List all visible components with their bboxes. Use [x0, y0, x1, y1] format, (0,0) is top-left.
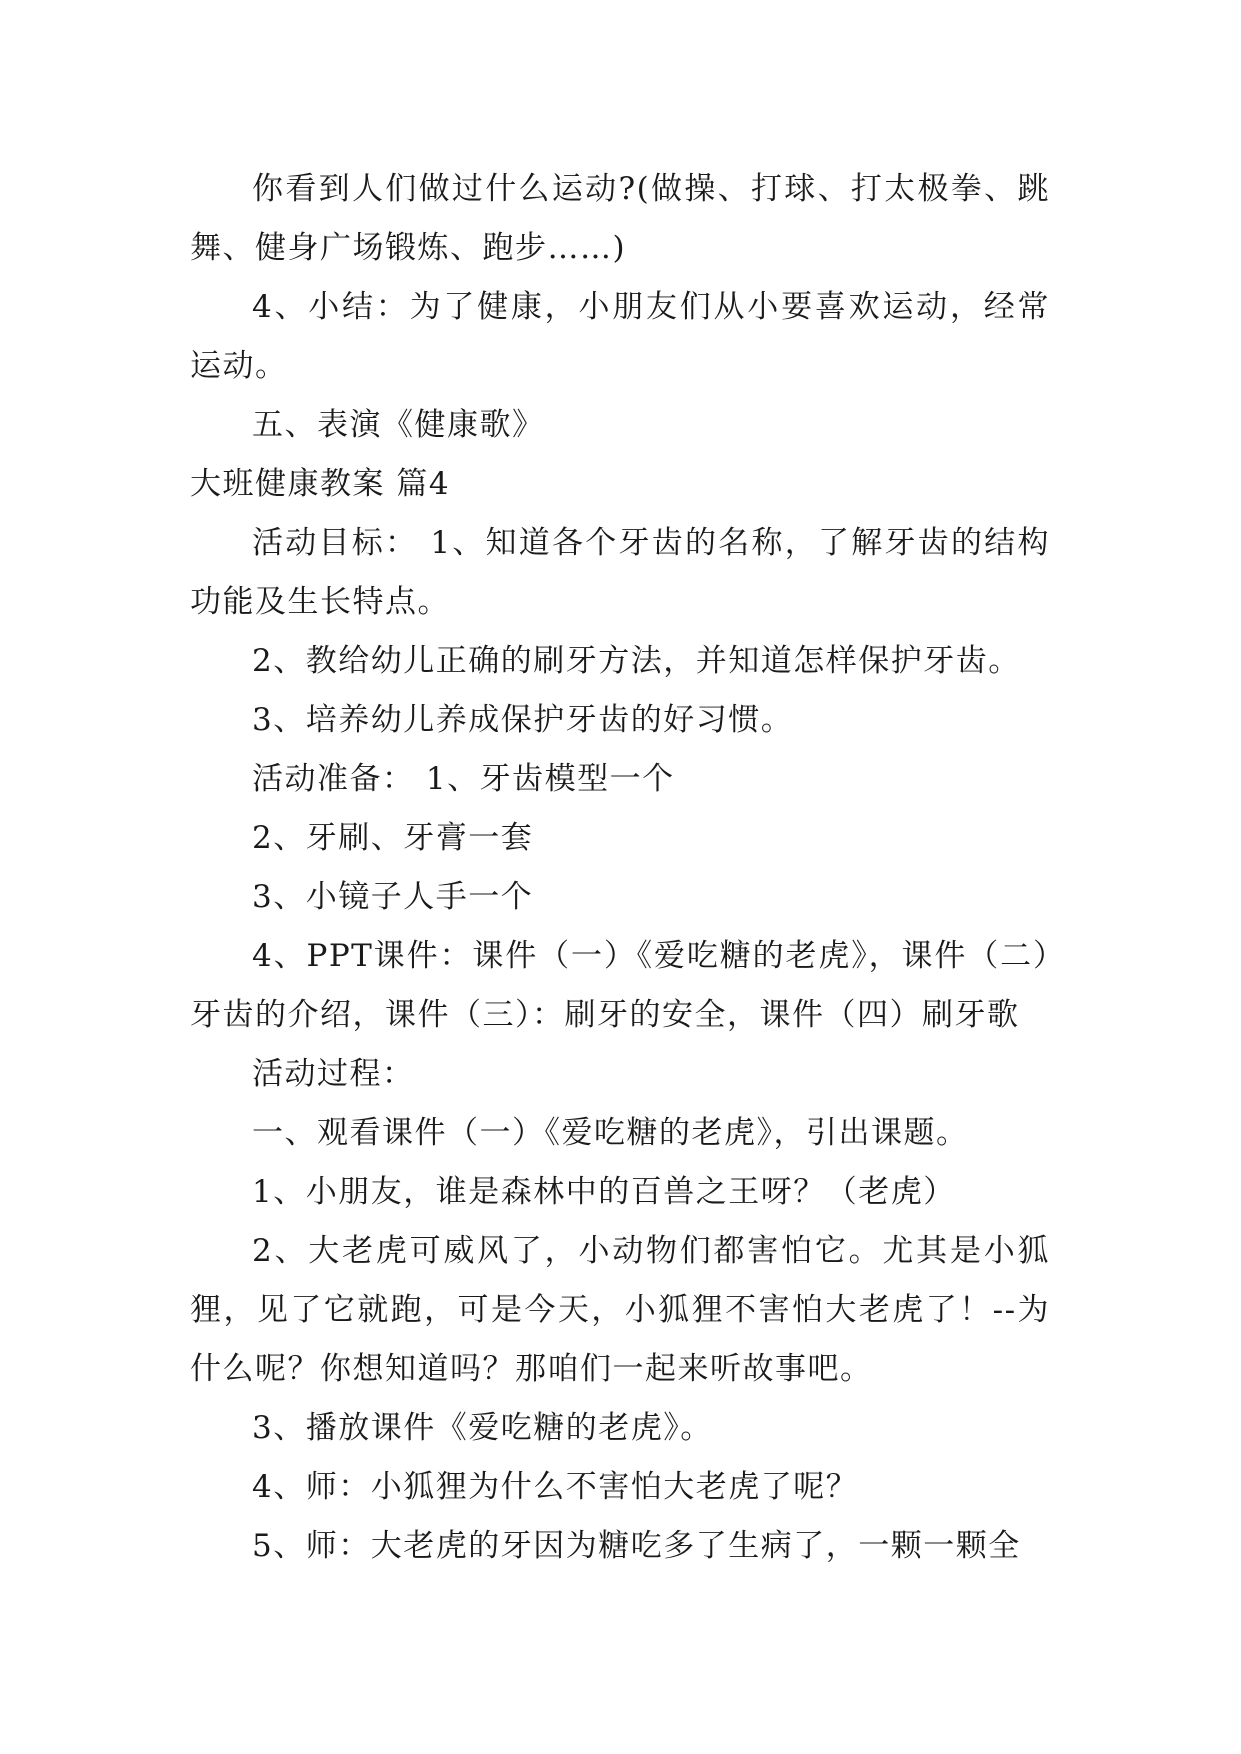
paragraph: 4、师：小狐狸为什么不害怕大老虎了呢？ [252, 1469, 859, 1505]
paragraph: 你看到人们做过什么运动?(做操、打球、打太极拳、跳舞、健身广场锻炼、跑步……) [190, 171, 1050, 266]
paragraph: 4、PPT课件：课件（一）《爱吃糖的老虎》，课件（二）牙齿的介绍，课件（三）：刷牙的安全，课件（四）刷牙歌 [190, 938, 1050, 1033]
paragraph: 2、教给幼儿正确的刷牙方法，并知道怎样保护牙齿。 [252, 643, 1021, 679]
section-title: 大班健康教案 篇4 [190, 466, 451, 502]
paragraph: 5、师：大老虎的牙因为糖吃多了生病了，一颗一颗全 [252, 1528, 1021, 1564]
paragraph: 3、播放课件《爱吃糖的老虎》。 [252, 1410, 713, 1446]
paragraph: 2、牙刷、牙膏一套 [252, 820, 534, 856]
paragraph: 2、大老虎可威风了，小动物们都害怕它。尤其是小狐狸，见了它就跑，可是今天，小狐狸不害怕大老虎了！--为什么呢？你想知道吗？那咱们一起来听故事吧。 [190, 1233, 1050, 1387]
paragraph: 4、小结：为了健康，小朋友们从小要喜欢运动，经常运动。 [190, 289, 1050, 384]
document-body [190, 160, 1050, 1576]
paragraph: 活动过程： [252, 1056, 415, 1092]
paragraph: 五、表演《健康歌》 [252, 407, 545, 443]
paragraph: 活动准备： 1、牙齿模型一个 [252, 761, 675, 797]
paragraph: 1、小朋友，谁是森林中的百兽之王呀？（老虎） [252, 1174, 956, 1210]
paragraph: 3、培养幼儿养成保护牙齿的好习惯。 [252, 702, 794, 738]
paragraph: 活动目标： 1、知道各个牙齿的名称，了解牙齿的结构功能及生长特点。 [190, 525, 1050, 620]
paragraph: 3、小镜子人手一个 [252, 879, 534, 915]
paragraph: 一、观看课件（一）《爱吃糖的老虎》，引出课题。 [252, 1115, 969, 1151]
